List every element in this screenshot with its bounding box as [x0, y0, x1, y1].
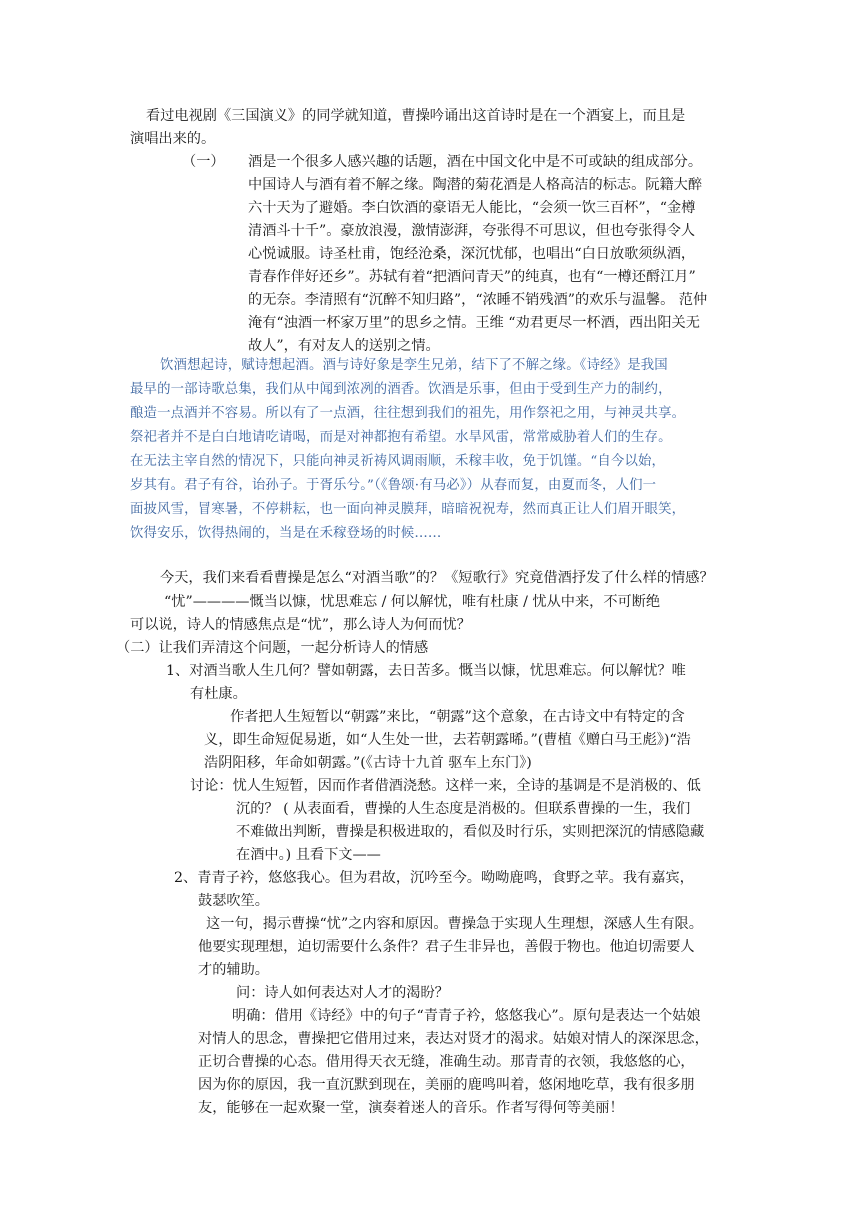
- section-1-line: 酒是一个很多人感兴趣的话题，酒在中国文化中是不可或缺的组成部分。: [248, 154, 703, 170]
- item-2-answer-line: 友，能够在一起欢聚一堂，演奏着迷人的音乐。作者写得何等美丽！: [198, 1100, 624, 1116]
- section-2-heading: （二）让我们弄清这个问题，一起分析诗人的情感: [116, 640, 429, 656]
- item-2-explain-line: 才的辅助。: [198, 962, 269, 978]
- blue-passage-line: 最早的一部诗歌总集，我们从中闻到浓冽的酒香。饮酒是乐事，但由于受到生产力的制约，: [130, 382, 672, 397]
- focus-line: 可以说，诗人的情感焦点是“忧”，那么诗人为何而忧？: [130, 617, 471, 633]
- item-2-answer-line: 明确：借用《诗经》中的句子“青青子衿，悠悠我心”。原句是表达一个姑娘: [232, 1008, 701, 1024]
- section-1-line: 心悦诚服。诗圣杜甫，饱经沧桑，深沉忧郁，也唱出“白日放歌须纵酒，: [248, 246, 696, 262]
- intro-line-2: 演唱出来的。: [130, 131, 216, 147]
- blue-passage-line: 酿造一点酒并不容易。所以有了一点酒，往往想到我们的祖先，用作祭祀之用，与神灵共享。: [130, 406, 686, 421]
- item-2-answer-line: 对情人的思念，曹操把它借用过来，表达对贤才的渴求。姑娘对情人的深深思念，: [198, 1031, 709, 1047]
- you-line: “忧”————慨当以慷，忧思难忘 / 何以解忧，唯有杜康 / 忧从中来，不可断绝: [164, 594, 661, 610]
- today-line: 今天，我们来看看曹操是怎么“对酒当歌”的？《短歌行》究竟借酒抒发了什么样的情感？: [160, 570, 714, 586]
- item-1-analysis-line: 浩阴阳移，年命如朝露。”(《古诗十九首 驱车上东门》): [204, 755, 532, 771]
- blue-passage-line: 岁其有。君子有谷，诒孙子。于胥乐兮。”（《鲁颂·有马必》）从春而复，由夏而冬，人们一: [130, 478, 657, 493]
- item-2-line: 鼓瑟吹笙。: [198, 893, 269, 909]
- section-1-line: 故人”，有对友人的送别之情。: [248, 338, 440, 354]
- item-2-question: 问：诗人如何表达对人才的渴盼？: [236, 985, 449, 1001]
- item-2-explain-line: 这一句，揭示曹操“忧”之内容和原因。曹操急于实现人生理想，深感人生有限。: [206, 916, 703, 932]
- item-1-discussion-line: 在酒中。) 且看下文——: [236, 847, 381, 863]
- blue-passage-line: 在无法主宰自然的情况下，只能向神灵祈祷风调雨顺，禾稼丰收，免于饥馑。“自今以始，: [130, 454, 666, 469]
- intro-line-1: 看过电视剧《三国演义》的同学就知道，曹操吟诵出这首诗时是在一个酒宴上，而且是: [146, 108, 686, 124]
- section-1-line: 清酒斗十千”。豪放浪漫，激情澎湃，夸张得不可思议，但也夸张得令人: [248, 223, 696, 239]
- section-1-marker: （一）: [182, 154, 225, 170]
- section-1-line: 的无奈。李清照有“沉醉不知归路”，“浓睡不销残酒”的欢乐与温馨。 范仲: [248, 292, 708, 308]
- item-1-discussion-line: 沉的？ ( 从表面看，曹操的人生态度是消极的。但联系曹操的一生，我们: [236, 801, 691, 817]
- item-2-answer-line: 正切合曹操的心态。借用得天衣无缝，准确生动。那青青的衣领，我悠悠的心，: [198, 1054, 695, 1070]
- item-2-answer-line: 因为你的原因，我一直沉默到现在，美丽的鹿鸣叫着，悠闲地吃草，我有很多朋: [198, 1077, 695, 1093]
- section-1-line: 中国诗人与酒有着不解之缘。陶潜的菊花酒是人格高洁的标志。阮籍大醉: [248, 177, 703, 193]
- blue-passage-line: 面披风雪，冒寒暑，不停耕耘，也一面向神灵膜拜，暗暗祝祝寿，然而真正让人们眉开眼笑，: [130, 502, 686, 517]
- section-1-line: 淹有“浊酒一杯家万里”的思乡之情。王维 “劝君更尽一杯酒，西出阳关无: [248, 315, 700, 331]
- item-1-line: 有杜康。: [190, 686, 247, 702]
- blue-passage-line: 饮酒想起诗，赋诗想起酒。酒与诗好象是孪生兄弟，结下了不解之缘。《诗经》是我国: [160, 358, 668, 373]
- section-1-line: 六十天为了避婚。李白饮酒的豪语无人能比，“会须一饮三百杯”，“金樽: [248, 200, 696, 216]
- item-1-discussion-line: 不难做出判断，曹操是积极进取的，看似及时行乐，实则把深沉的情感隐藏: [236, 824, 705, 840]
- item-2-explain-line: 他要实现理想，迫切需要什么条件？君子生非异也，善假于物也。他迫切需要人: [198, 939, 695, 955]
- item-1-analysis-line: 作者把人生短暂以“朝露”来比，“朝露”这个意象，在古诗文中有特定的含: [230, 709, 685, 725]
- blue-passage-line: 祭祀者并不是白白地请吃请喝，而是对神都抱有希望。水旱风雷，常常威胁着人们的生存。: [130, 430, 672, 445]
- item-1-line: 1、对酒当歌人生几何？譬如朝露，去日苦多。慨当以慷，忧思难忘。何以解忧？唯: [166, 663, 686, 679]
- section-1-line: 青春作伴好还乡”。苏轼有着“把酒问青天”的纯真，也有“一樽还酹江月”: [248, 269, 696, 285]
- item-1-discussion-line: 讨论：忧人生短暂，因而作者借酒浇愁。这样一来，全诗的基调是不是消极的、低: [190, 778, 701, 794]
- item-2-line: 2、青青子衿，悠悠我心。但为君故，沉吟至今。呦呦鹿鸣，食野之苹。我有嘉宾，: [174, 870, 694, 886]
- blue-passage-line: 饮得安乐，饮得热闹的，当是在禾稼登场的时候……: [130, 526, 442, 541]
- item-1-analysis-line: 义，即生命短促易逝，如“人生处一世，去若朝露晞。”(曹植《赠白马王彪》)“浩: [204, 732, 691, 748]
